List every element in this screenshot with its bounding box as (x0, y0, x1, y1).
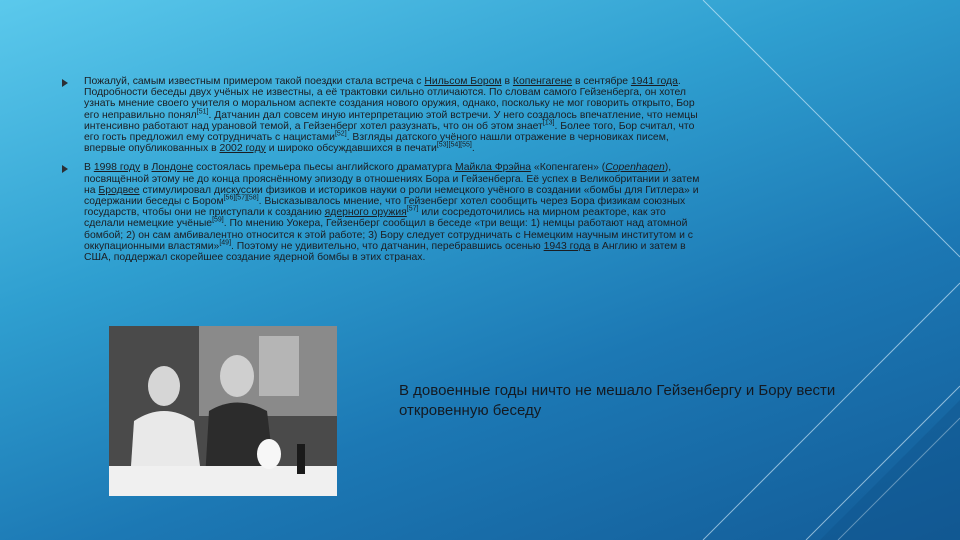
link-2002[interactable]: 2002 году (219, 143, 266, 155)
bullet-arrow-icon (62, 165, 68, 173)
bullet-item-1 (62, 76, 702, 154)
link-london[interactable]: Лондоне (151, 162, 194, 174)
ref-56-58[interactable]: [56][57][58] (223, 194, 259, 202)
photo-illustration (109, 326, 337, 496)
paragraph-2: В 1998 году в Лондоне состоялась премьера пьесы английского драматурга Майкла Фрэйна «Копенгаген» (Copenhagen), посвящённой этому не до конца прояснённому эпизоду в отношениях Бора и Гейзенберга. Её успех в Великобритании и затем на Бродвее стимулировал дискуссии физиков и историков науки о роли немецкого учёного в создании «бомбы для Гитлера» и содержании беседы с Бором[56][57][58]. Высказывалось мнение, что Гейзенберг хотел сообщить через Бора физикам союзных государств, чтобы они не приступали к созданию ядерного оружия[57] или сосредоточились на мирном реакторе, как это сделали немецкие учёные[59]. По мнению Уокера, Гейзенберг сообщил в беседе «три вещи: 1) немцы работают над атомной бомбой; 2) он сам амбивалентно относится к этой работе; 3) Бору следует сотрудничать с Немецким научным институтом и с оккупационными властями»[49]. Поэтому не удивительно, что датчанин, перебравшись осенью 1943 года в Англию и затем в США, поддержал скорейшее создание ядерной бомбы в этих странах. (84, 162, 700, 264)
link-nuclear-weapon[interactable]: ядерного оружия (324, 207, 407, 219)
link-bohr[interactable]: Нильсом Бором (424, 76, 502, 87)
link-1943[interactable]: 1943 года (543, 240, 591, 252)
link-1998[interactable]: 1998 году (93, 162, 141, 174)
ref-51[interactable]: [51] (196, 108, 209, 116)
ref-53-55[interactable]: [53][54][55] (436, 141, 472, 149)
bullet-arrow-icon (62, 79, 68, 87)
photo-heisenberg-bohr (109, 326, 337, 496)
ref-49[interactable]: [49] (219, 239, 232, 247)
bullet-list (62, 76, 702, 271)
paragraph-1: Пожалуй, самым известным примером такой поездки стала встреча с Нильсом Бором в Копенгагене в сентябре 1941 года. Подробности беседы двух учёных не известны, а её трактовки сильно отличаются. По словам самого Гейзенберга, он хотел узнать мнение своего учителя о моральном аспекте создания нового оружия, однако, поскольку не мог говорить открыто, Бор его неправильно понял[51]. Датчанин дал совсем иную интерпретацию этой встречи. У него создалось впечатление, что немцы интенсивно работают над урановой темой, а Гейзенберг хотел разузнать, что он об этом знает[13]. Более того, Бор считал, что его гость предложил ему сотрудничать с нацистами[52]. Взгляды датского учёного нашли отражение в черновиках писем, впервые опубликованных в 2002 году и широко обсуждавшихся в печати[53][54][55]. (84, 76, 698, 155)
ref-57[interactable]: [57] (406, 205, 419, 213)
link-copenhagen[interactable]: Копенгагене (512, 76, 573, 87)
ref-59[interactable]: [59] (212, 216, 224, 224)
bullet-item-2 (62, 162, 702, 263)
link-broadway[interactable]: Бродвее (98, 184, 140, 196)
link-copenhagen-play[interactable]: Copenhagen (605, 162, 665, 174)
ref-52[interactable]: [52] (334, 130, 347, 138)
link-1941[interactable]: 1941 года (630, 76, 678, 87)
photo-caption: В довоенные годы ничто не мешало Гейзенбергу и Бору вести откровенную беседу (399, 382, 836, 419)
link-frayn[interactable]: Майкла Фрэйна (454, 162, 532, 174)
ref-13[interactable]: [13] (542, 119, 555, 127)
